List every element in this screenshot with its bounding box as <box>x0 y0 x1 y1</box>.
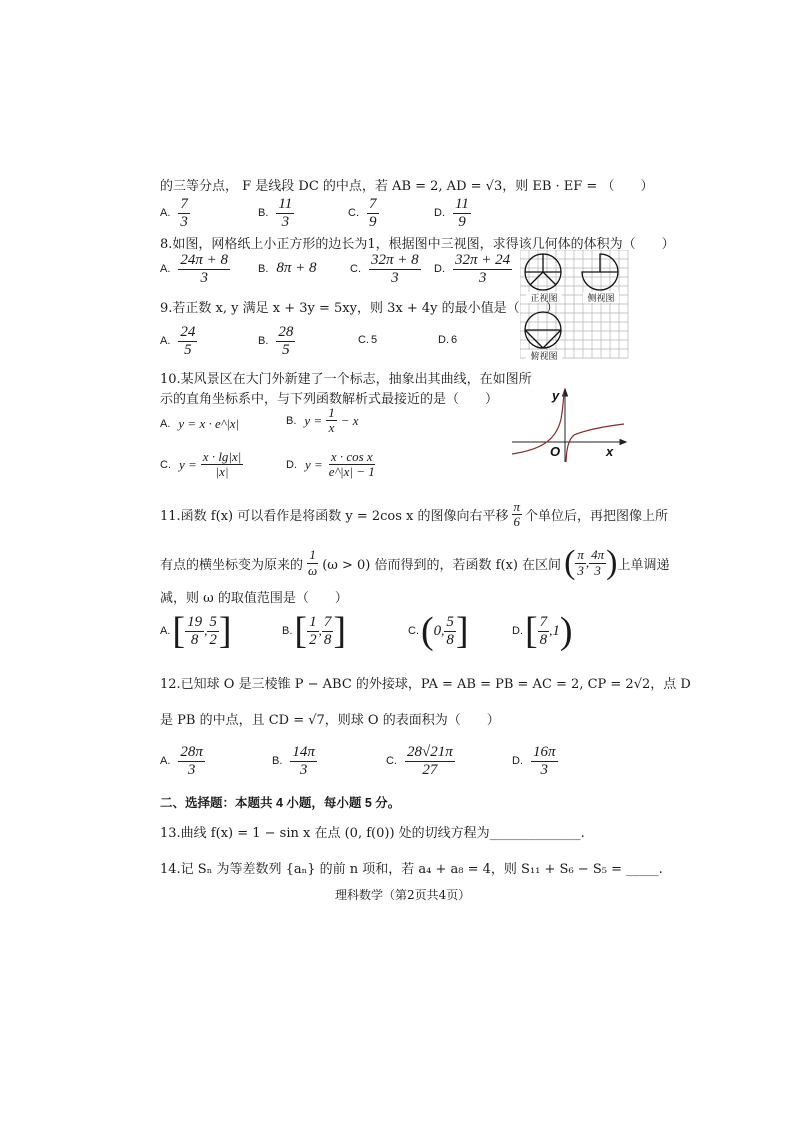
q10-option-c: C. y = $\frac{x \cdot \lg|x|}{|x|}$ <box>160 449 242 480</box>
q8-option-d: D. $\frac{32\pi + 24}{3}$ <box>434 252 511 286</box>
q10-stem-1: 10.某风景区在大门外新建了一个标志，抽象出其曲线，在如图所 <box>160 372 532 387</box>
q11-option-c: C. ( 0 , $\frac{5}{8}$ ] <box>408 610 469 652</box>
section-2-heading: 二、选择题：本题共 4 小题，每小题 5 分。 <box>160 796 401 810</box>
q12-line-2: 是 PB 的中点，且 CD = √7，则球 O 的表面积为（ ） <box>160 713 500 728</box>
front-view-label: 正视图 <box>530 293 558 303</box>
q10-option-a: A. y = x · e^|x| <box>160 416 240 431</box>
q11-line-1: 11.函数 f(x) 可以看作是将函数 y = 2cos x 的图像向右平移 $\frac{\pi}{6}$ 个单位后，再把图像上所 <box>160 499 669 530</box>
x-axis-label: x <box>606 444 614 459</box>
q7-option-b: B. $\frac{11}{3}$ <box>258 196 293 230</box>
q12-option-b: B. $\frac{14\pi}{3}$ <box>272 744 315 778</box>
q7-option-c: C. $\frac{7}{9}$ <box>348 196 377 230</box>
q11-line-3: 减，则 ω 的取值范围是（ ） <box>160 591 348 606</box>
q8-stem: 8.如图，网格纸上小正方形的边长为1，根据图中三视图，求得该几何体的体积为（ ） <box>160 237 675 252</box>
q8-option-a: A. $\frac{24\pi + 8}{3}$ <box>160 252 229 286</box>
q9-stem: 9.若正数 x, y 满足 x + 3y = 5xy，则 3x + 4y 的最小值是（ ） <box>160 301 559 316</box>
q9-option-c: C. 5 <box>358 334 378 346</box>
q11-option-a: A. [ $\frac{19}{8}$ , $\frac{5}{2}$ ] <box>160 610 232 652</box>
q13-text: 13.曲线 f(x) = 1 − sin x 在点 (0, f(0)) 处的切线方程为______________. <box>160 826 585 841</box>
q10-option-d: D. y = $\frac{\text{x · cos x}}{e\^{}|x| - 1}$ <box>286 449 375 480</box>
q14-text: 14.记 Sₙ 为等差数列 {aₙ} 的前 n 项和，若 a₄ + a₈ = 4，则 S₁₁ + S₆ − S₅ = _____. <box>160 862 663 877</box>
curve-right <box>566 424 624 462</box>
q7-option-a: A. $\frac{7}{3}$ <box>160 196 188 230</box>
page-footer: 理科数学（第2页共4页） <box>335 888 471 902</box>
q9-option-a: A. $\frac{24}{5}$ <box>160 324 196 358</box>
q10-option-b: B. y = $\frac{1}{x}$ − x <box>286 405 359 436</box>
q10-curve-graph <box>508 384 628 464</box>
q11-option-b: B. [ $\frac{1}{2}$ , $\frac{7}{8}$ ] <box>282 610 346 652</box>
q12-line-1: 12.已知球 O 是三棱锥 P − ABC 的外接球，PA = AB = PB = AC = 2, CP = 2√2，点 D <box>160 677 691 692</box>
front-view <box>525 254 561 290</box>
q12-option-c: C. $\frac{28√21\pi}{27}$ <box>386 744 453 778</box>
top-view-label: 俯视图 <box>530 351 558 361</box>
q7-option-d: D. $\frac{11}{9}$ <box>434 196 469 230</box>
q9-option-b: B. $\frac{28}{5}$ <box>258 324 294 358</box>
top-view <box>525 312 561 348</box>
q7-stem: 的三等分点， F 是线段 DC 的中点，若 AB = 2, AD = √3，则 EB · EF = （ ） <box>160 179 654 194</box>
q8-option-c: C. $\frac{32\pi + 8}{3}$ <box>350 252 419 286</box>
side-view-label: 侧视图 <box>587 293 615 303</box>
y-axis-label: y <box>552 388 560 403</box>
q11-option-d: D. [ $\frac{7}{8}$ , 1 ) <box>512 610 573 652</box>
q9-option-d: D. 6 <box>438 334 458 346</box>
q11-line-2: 有点的横坐标变为原来的 $\frac{1}{\omega}$ (ω > 0) 倍而得到的，若函数 f(x) 在区间 ( $\frac{\pi}{3}$ , $\frac{4\pi}{3}$ ) 上单调递 <box>160 544 670 581</box>
q8-option-b: B. 8π + 8 <box>258 260 317 276</box>
side-view <box>582 254 618 290</box>
origin-label: O <box>550 444 561 459</box>
q10-stem-2: 示的直角坐标系中，与下列函数解析式最接近的是（ ） <box>160 392 499 407</box>
q12-option-a: A. $\frac{28\pi}{3}$ <box>160 744 203 778</box>
q12-option-d: D. $\frac{16\pi}{3}$ <box>512 744 556 778</box>
